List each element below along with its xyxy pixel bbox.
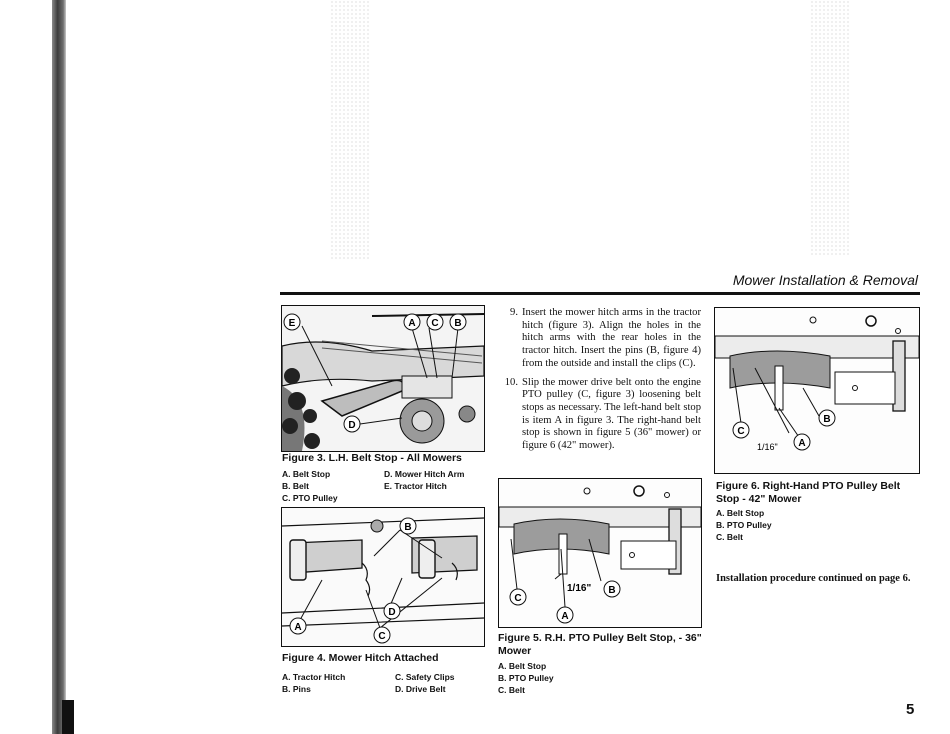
show-through-texture — [810, 0, 850, 255]
callout-a: A — [561, 611, 569, 622]
installation-steps — [500, 307, 701, 459]
figure-6-caption: Figure 6. Right-Hand PTO Pulley Belt Stop - 42" Mower — [716, 480, 901, 505]
callout-b: B — [823, 414, 831, 425]
legend-item: C. Belt — [716, 532, 743, 542]
callout-c: C — [514, 593, 522, 604]
figure-4-caption: Figure 4. Mower Hitch Attached — [282, 652, 439, 664]
continued-note: Installation procedure continued on page 6. — [716, 573, 911, 584]
callout-c: C — [431, 318, 439, 329]
step-text: Insert the mower hitch arms in the tractor hitch (figure 3). Align the holes in the hitch arms with the rear holes in the tractor hitch. Insert the pins (B, figure 4) from the outside and install the clips (C). — [522, 307, 701, 369]
legend-item: C. PTO Pulley — [282, 493, 338, 503]
binding-tab — [62, 700, 74, 734]
legend-item: B. PTO Pulley — [498, 673, 554, 683]
step-number: 10. — [504, 376, 518, 388]
callout-c: C — [378, 631, 386, 642]
figure-3-caption: Figure 3. L.H. Belt Stop - All Mowers — [282, 452, 462, 464]
step-9 — [500, 307, 701, 371]
legend-item: A. Belt Stop — [282, 469, 331, 479]
callout-b: B — [454, 318, 462, 329]
figure-5-caption: Figure 5. R.H. PTO Pulley Belt Stop, - 36" Mower — [498, 632, 702, 657]
figure-4-image — [281, 507, 485, 647]
legend-item: C. Belt — [498, 685, 525, 695]
callout-a: A — [798, 438, 806, 449]
legend-item: C. Safety Clips — [395, 672, 455, 682]
step-number: 9. — [510, 307, 518, 318]
step-text: Slip the mower drive belt onto the engine PTO pulley (C, figure 3) loosening belt stops as necessary. The left-hand belt stop is item A in figure 3. The right-hand belt stop is shown in figure 5 (36" mower) or figure 6 (42" mower). — [522, 376, 701, 452]
legend-item: A. Belt Stop — [716, 508, 765, 518]
legend-item: B. PTO Pulley — [716, 520, 772, 530]
page-binding-edge — [52, 0, 66, 734]
step-10 — [500, 377, 701, 453]
callout-a: A — [408, 318, 416, 329]
callout-d: D — [388, 607, 396, 618]
measurement-label: 1/16" — [567, 583, 592, 594]
figure-5-image — [498, 478, 702, 628]
callout-d: D — [348, 420, 356, 431]
callout-b: B — [404, 522, 412, 533]
callout-b: B — [608, 585, 616, 596]
legend-item: E. Tractor Hitch — [384, 481, 447, 491]
figure-5-legend — [498, 660, 703, 696]
page-number: 5 — [906, 701, 915, 718]
legend-item: B. Belt — [282, 481, 309, 491]
callout-a: A — [294, 622, 302, 633]
figure-4-legend — [282, 671, 492, 695]
legend-item: D. Drive Belt — [395, 684, 446, 694]
legend-item: B. Pins — [282, 684, 311, 694]
header-rule — [280, 292, 920, 295]
measurement-label: 1/16" — [757, 442, 778, 452]
legend-item: A. Tractor Hitch — [282, 672, 346, 682]
callout-e: E — [288, 318, 296, 329]
show-through-texture — [330, 0, 370, 260]
figure-6-legend — [716, 507, 921, 543]
legend-item: D. Mower Hitch Arm — [384, 469, 465, 479]
figure-6-image — [714, 307, 920, 474]
figure-3-legend — [282, 468, 492, 504]
figure-3-image — [281, 305, 485, 452]
legend-item: A. Belt Stop — [498, 661, 547, 671]
callout-c: C — [737, 426, 745, 437]
section-title: Mower Installation & Removal — [732, 272, 918, 288]
